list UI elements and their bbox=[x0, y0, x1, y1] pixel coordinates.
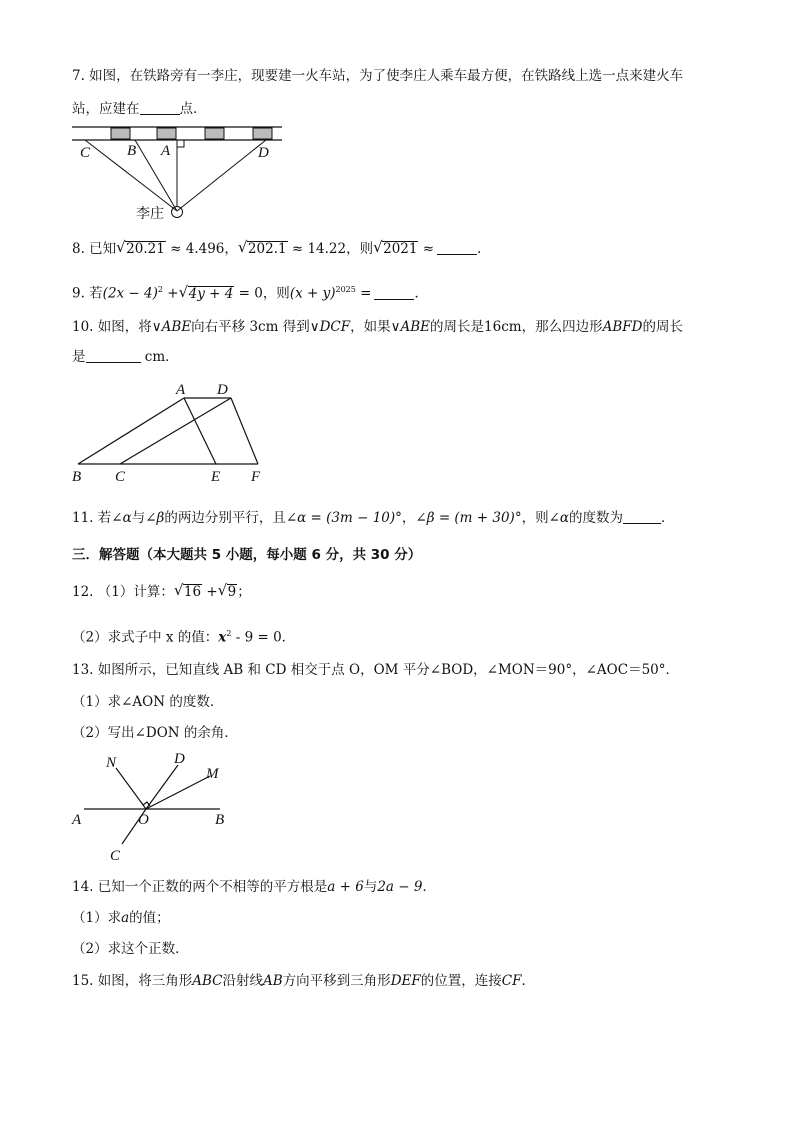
answer-blank bbox=[140, 100, 180, 115]
label-D: D bbox=[174, 751, 185, 767]
answer-blank bbox=[86, 348, 141, 363]
label-D: D bbox=[258, 145, 269, 161]
q13-figure bbox=[70, 748, 240, 866]
label-O: O bbox=[138, 812, 149, 828]
label-M: M bbox=[206, 766, 219, 782]
q14-part1: （1）求a的值； bbox=[72, 910, 170, 926]
q14-line1: 14. 已知一个正数的两个不相等的平方根是a + 6与2a − 9． bbox=[72, 879, 436, 895]
q8-line: 8. 已知 √ 20.21 ≈ 4.496， √ 202.1 ≈ 14.22，则 √ 2021 ≈ ． bbox=[72, 238, 491, 257]
q12-part1: 12. （1）计算： √ 16 + √ 9； bbox=[72, 581, 251, 600]
q10-figure bbox=[68, 378, 278, 488]
label-A: A bbox=[176, 382, 186, 398]
q13-part1: （1）求∠AON 的度数． bbox=[72, 694, 224, 710]
q15-line: 15. 如图，将三角形ABC沿射线AB方向平移到三角形DEF的位置，连接CF． bbox=[72, 973, 535, 989]
label-B: B bbox=[127, 143, 137, 159]
label-N: N bbox=[106, 755, 117, 771]
label-D: D bbox=[217, 382, 228, 398]
label-A: A bbox=[161, 143, 171, 159]
q7-line2: 站，应建在 点． bbox=[72, 101, 207, 117]
q12-part2: （2）求式子中 x 的值：$x^2 - 9 = 0$． bbox=[72, 629, 296, 646]
answer-blank bbox=[623, 509, 661, 524]
q13-part2: （2）写出∠DON 的余角． bbox=[72, 725, 238, 741]
answer-blank bbox=[437, 240, 477, 255]
q7-figure bbox=[70, 124, 290, 224]
q10-line2: 是 cm． bbox=[72, 349, 179, 365]
label-village: 李庄 bbox=[136, 206, 164, 222]
q9-line: 9. 若$(2x - 4)^2$ + √ 4y + 4 = 0，则$(x + y)^{2025}$ = ． bbox=[72, 282, 428, 302]
label-B: B bbox=[72, 469, 82, 485]
label-E: E bbox=[211, 469, 221, 485]
q7-line1: 7. 如图，在铁路旁有一李庄，现要建一火车站，为了使李庄人乘车最方便，在铁路线上选一点来建火车 bbox=[72, 68, 684, 84]
answer-blank bbox=[374, 285, 414, 300]
label-B: B bbox=[215, 812, 225, 828]
label-C: C bbox=[80, 145, 91, 161]
q11-line: 11. 若∠α与∠β的两边分别平行，且∠α = (3m − 10)°，∠β = (m + 30)°，则∠α的度数为 ． bbox=[72, 510, 675, 526]
label-C: C bbox=[115, 469, 126, 485]
q13-line1: 13. 如图所示，已知直线 AB 和 CD 相交于点 O，OM 平分∠BOD，∠MON＝90°，∠AOC＝50°． bbox=[72, 662, 679, 678]
q14-part2: （2）求这个正数． bbox=[72, 941, 189, 957]
label-C: C bbox=[110, 848, 121, 864]
label-F: F bbox=[251, 469, 261, 485]
label-A: A bbox=[72, 812, 82, 828]
section-heading: 三．解答题（本大题共 5 小题，每小题 6 分，共 30 分） bbox=[72, 547, 422, 563]
q10-line1: 10. 如图，将∨ABE向右平移 3cm 得到∨DCF，如果∨ABE的周长是16cm，那么四边形ABFD的周长 bbox=[72, 319, 683, 335]
